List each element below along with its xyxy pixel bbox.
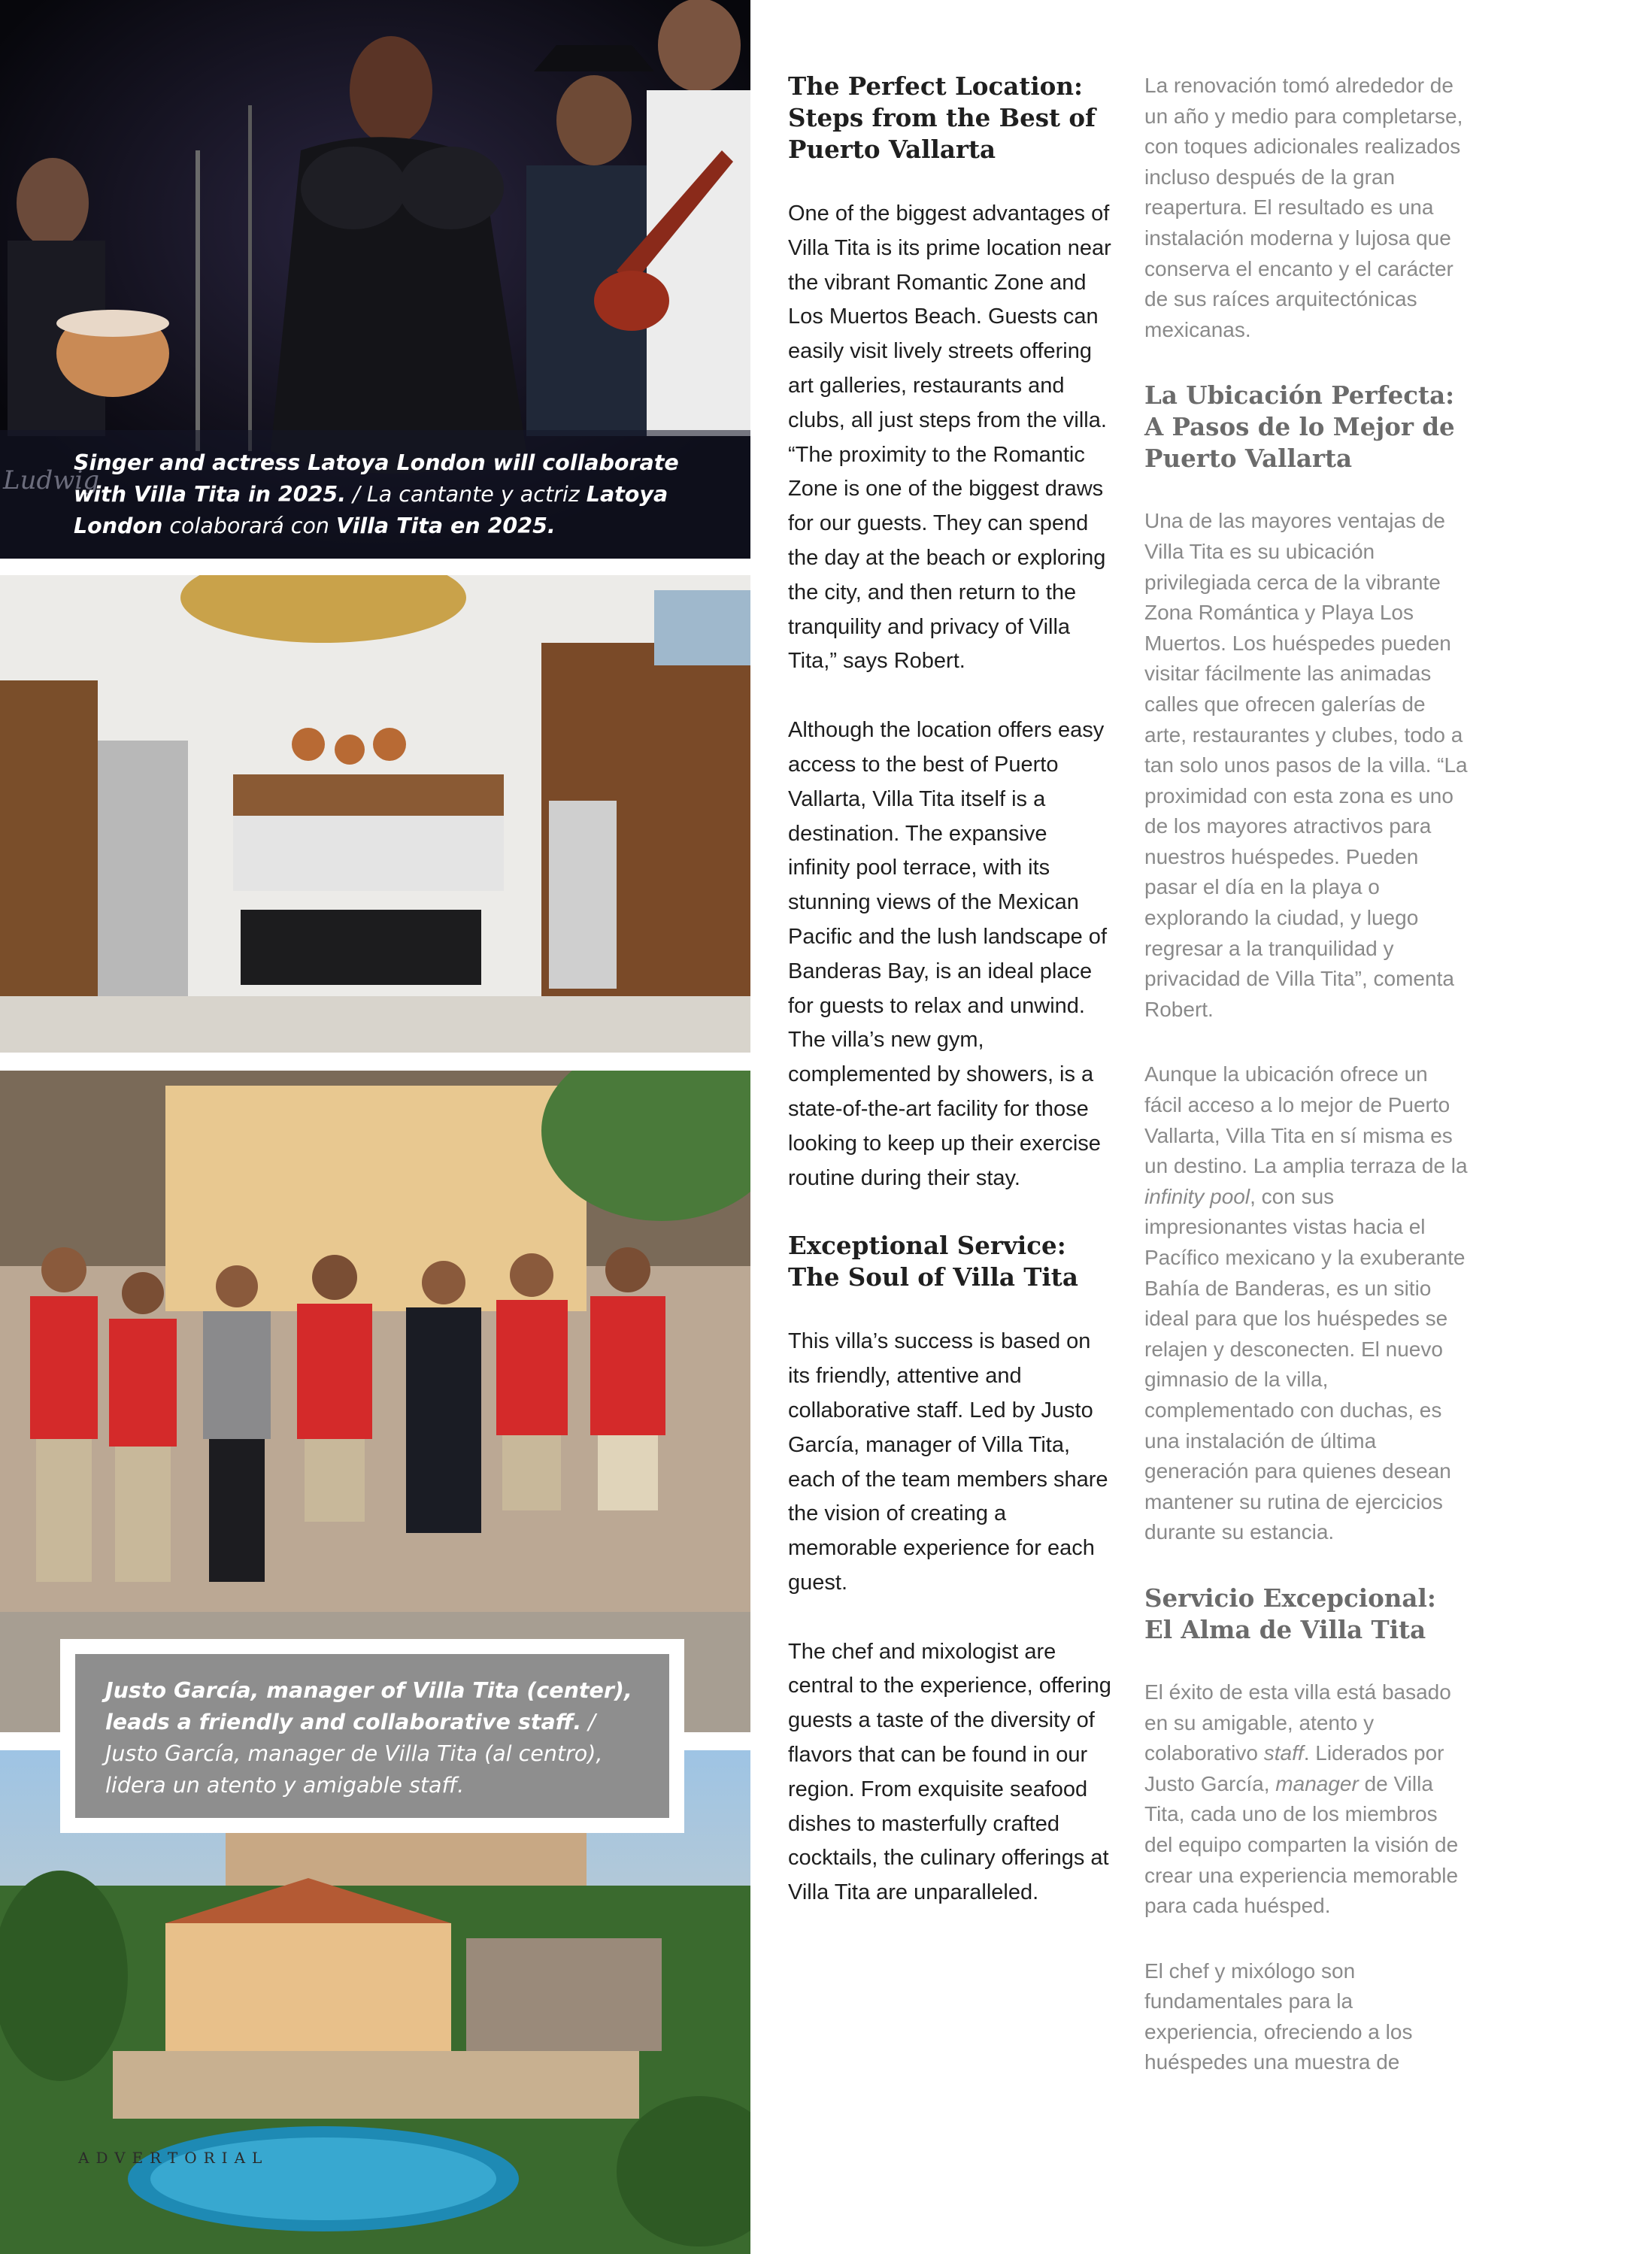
concert-caption-es-villa: Villa Tita en 2025. <box>336 514 556 538</box>
concert-caption-es-2: colaborará con <box>162 514 337 538</box>
paragraph-es-3-italic-2: manager <box>1275 1771 1359 1795</box>
paragraph-es-3-italic-1: staff <box>1263 1741 1304 1765</box>
section-label: ADVERTORIAL <box>78 2149 269 2167</box>
team-caption <box>105 1675 647 1801</box>
paragraph-es-3-a: El éxito de esta villa está basado en su amigable, atento y colaborativo <box>1144 1680 1451 1765</box>
paragraph-en-1: One of the biggest advantages of Villa Tita is its prime location near the vibrant Romantic Zone and Los Muertos Beach. Guests can easily visit lively streets offering art galleries, restaurants and clubs, all just steps from the villa. “The proximity to the Romantic Zone is one of the biggest draws for our guests. They can spend the day at the beach or exploring the city, and then return to the tranquility and privacy of Villa Tita,” says Robert. <box>788 201 1111 674</box>
paragraph-es-1: Una de las mayores ventajas de Villa Tita es su ubicación privilegiada cerca de la vibrante Zona Romántica y Playa Los Muertos. Los huéspedes pueden visitar fácilmente las animadas calles que ofrecen galerías de arte, restaurantes y clubes, todo a tan solo unos pasos de la villa. “La proximidad con esta zona es uno de los mayores atractivos para nuestros huéspedes. Pueden pasar el día en la playa o explorando la ciudad, y luego regresar a la tranquilidad y privacidad de Villa Tita”, comenta Robert. <box>1144 509 1468 1021</box>
paragraph-en-2: Although the location offers easy access to the best of Puerto Vallarta, Villa Tita itself is a destination. The expansive infinity pool terrace, with its stunning views of the Mexican Pacific and the lush landscape of Banderas Bay, is an ideal place for guests to relax and unwind. The villa’s new gym, complemented by showers, is a state-of-the-art facility for those looking to keep up their exercise routine during their stay. <box>788 718 1107 1190</box>
paragraph-es-2-italic: infinity pool <box>1144 1184 1250 1208</box>
concert-caption-es-1: La cantante y actriz <box>366 482 587 507</box>
concert-caption <box>74 447 720 542</box>
heading-location-es: La Ubicación Perfecta: A Pasos de lo Mejor de Puerto Vallarta <box>1144 380 1455 474</box>
team-caption-es: Justo García, manager de Villa Tita (al centro), lidera un atento y amigable staff. <box>105 1741 603 1798</box>
caption-separator: / <box>346 482 367 507</box>
paragraph-es-2-a: Aunque la ubicación ofrece un fácil acceso a lo mejor de Puerto Vallarta, Villa Tita en sí misma es un destino. La amplia terraza de la <box>1144 1062 1468 1178</box>
paragraph-es-3-c: de Villa Tita, cada uno de los miembros del equipo comparten la visión de crear una experiencia memorable para cada huésped. <box>1144 1771 1459 1918</box>
paragraph-es-4: El chef y mixólogo son fundamentales para la experiencia, ofreciendo a los huéspedes una muestra de <box>1144 1959 1413 2074</box>
heading-service-en: Exceptional Service: The Soul of Villa Tita <box>788 1231 1078 1292</box>
concert-caption-en: Singer and actress Latoya London will collaborate with Villa Tita in 2025. <box>74 450 679 507</box>
paragraph-es-3-b: . Liderados por Justo García, <box>1144 1741 1444 1795</box>
spanish-column <box>1144 71 1469 2113</box>
english-column <box>788 71 1111 1945</box>
paragraph-es-2 <box>1144 1059 1469 1548</box>
team-caption-en: Justo García, manager of Villa Tita (center), leads a friendly and collaborative staff. <box>105 1678 632 1734</box>
paragraph-es-3 <box>1144 1677 1469 1922</box>
kitchen-photo <box>0 575 750 1053</box>
heading-service-es: Servicio Excepcional: El Alma de Villa Tita <box>1144 1583 1436 1644</box>
heading-location-en: The Perfect Location: Steps from the Best of Puerto Vallarta <box>788 71 1096 164</box>
paragraph-es-0: La renovación tomó alrededor de un año y medio para completarse, con toques adicionales realizados incluso después de la gran reapertura. El resultado es una instalación moderna y lujosa que conserva el encanto y el carácter de sus raíces arquitectónicas mexicanas. <box>1144 74 1463 341</box>
caption-separator: / <box>581 1710 596 1734</box>
paragraph-en-3: This villa’s success is based on its friendly, attentive and collaborative staff. Led by Justo García, manager of Villa Tita, each of the team members share the vision of creating a memorable experience for each guest. <box>788 1329 1108 1595</box>
paragraph-es-2-b: , con sus impresionantes vistas hacia el Pacífico mexicano y la exuberante Bahía de Banderas, es un sitio ideal para que los huéspedes se relajen y desconecten. El nuevo gimnasio de la villa, complementado con duchas, es una instalación de última generación para quienes desean mantener su rutina de ejercicios durante su estancia. <box>1144 1184 1466 1544</box>
team-photo <box>0 1071 750 1732</box>
paragraph-en-4: The chef and mixologist are central to the experience, offering guests a taste of the diversity of flavors that can be found in our region. From exquisite seafood dishes to masterfully crafted cocktails, the culinary offerings at Villa Tita are unparalleled. <box>788 1639 1111 1905</box>
concert-caption-es-name: Latoya London <box>74 482 668 538</box>
